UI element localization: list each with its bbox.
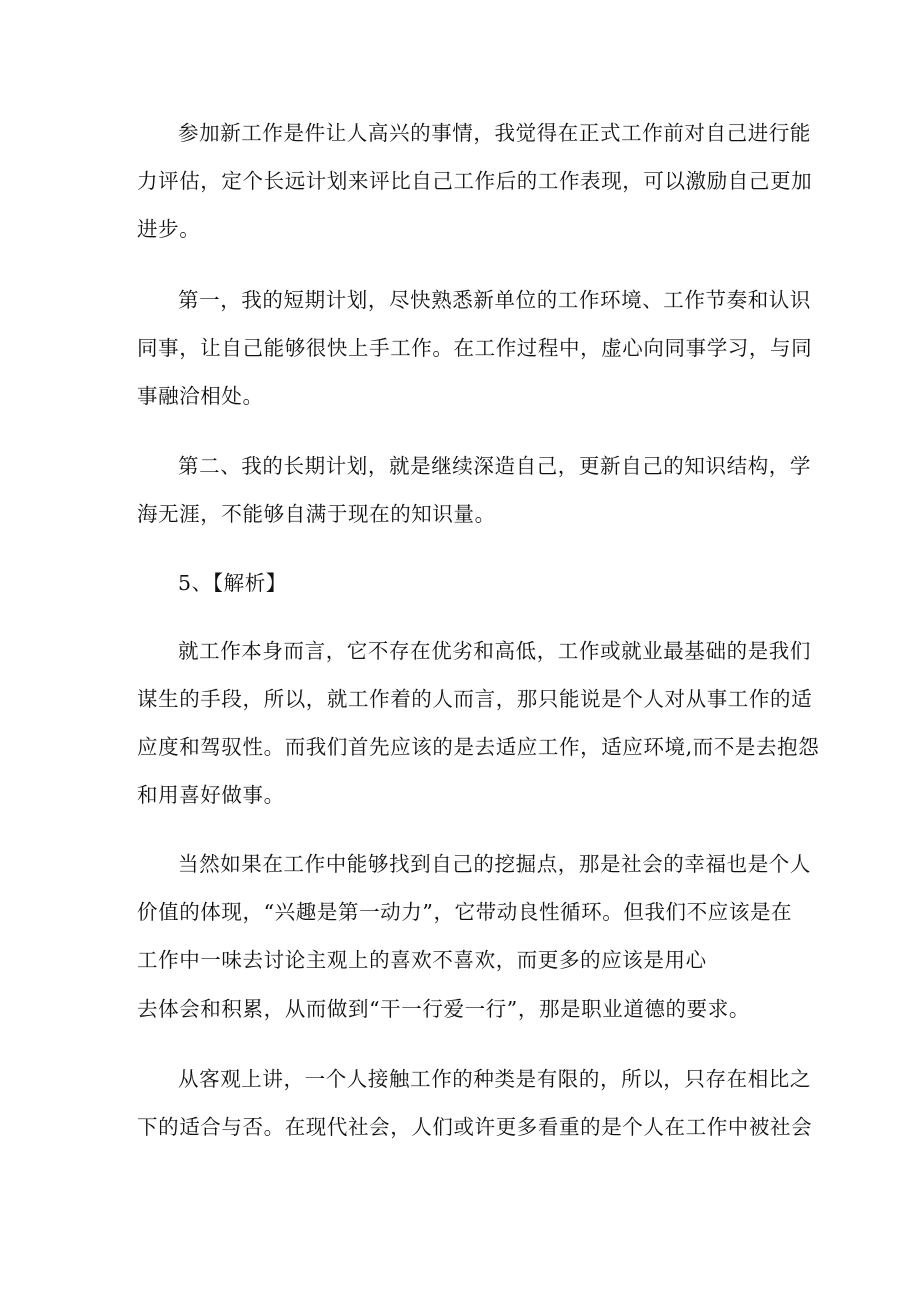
paragraph-6-line-2: 价值的体现，“兴趣是第一动力”，它带动良性循环。但我们不应该是在 <box>137 900 793 924</box>
paragraph-5-line-2: 谋生的手段，所以，就工作着的人而言，那只能说是个人对从事工作的适 <box>137 687 813 711</box>
paragraph-3-line-1: 第二、我的长期计划，就是继续深造自己，更新自己的知识结构，学 <box>178 454 811 478</box>
paragraph-6-line-4: 去体会和积累，从而做到“干一行爱一行”，那是职业道德的要求。 <box>137 997 750 1021</box>
paragraph-1-line-1: 参加新工作是件让人高兴的事情，我觉得在正式工作前对自己进行能 <box>178 121 811 145</box>
paragraph-2-line-2: 同事，让自己能够很快上手工作。在工作过程中，虚心向同事学习，与同 <box>137 336 813 360</box>
paragraph-5-line-4: 和用喜好做事。 <box>137 783 285 807</box>
paragraph-1-line-3: 进步。 <box>137 217 201 241</box>
paragraph-3-line-2: 海无涯，不能够自满于现在的知识量。 <box>137 502 496 526</box>
section-heading: 5、【解析】 <box>178 571 287 595</box>
paragraph-7-line-2: 下的适合与否。在现代社会，人们或许更多看重的是个人在工作中被社会 <box>137 1115 813 1139</box>
paragraph-5-line-3: 应度和驾驭性。而我们首先应该的是去适应工作，适应环境,而不是去抱怨 <box>137 735 820 759</box>
paragraph-2-line-3: 事融洽相处。 <box>137 384 264 408</box>
paragraph-1-line-2: 力评估，定个长远计划来评比自己工作后的工作表现，可以激励自己更加 <box>137 169 813 193</box>
paragraph-2-line-1: 第一，我的短期计划，尽快熟悉新单位的工作环境、工作节奏和认识 <box>178 288 811 312</box>
paragraph-7-line-1: 从客观上讲，一个人接触工作的种类是有限的，所以，只存在相比之 <box>178 1067 811 1091</box>
paragraph-6-line-3: 工作中一味去讨论主观上的喜欢不喜欢，而更多的应该是用心 <box>137 948 707 972</box>
paragraph-6-line-1: 当然如果在工作中能够找到自己的挖掘点，那是社会的幸福也是个人 <box>178 852 811 876</box>
paragraph-5-line-1: 就工作本身而言，它不存在优劣和高低，工作或就业最基础的是我们 <box>178 639 811 663</box>
